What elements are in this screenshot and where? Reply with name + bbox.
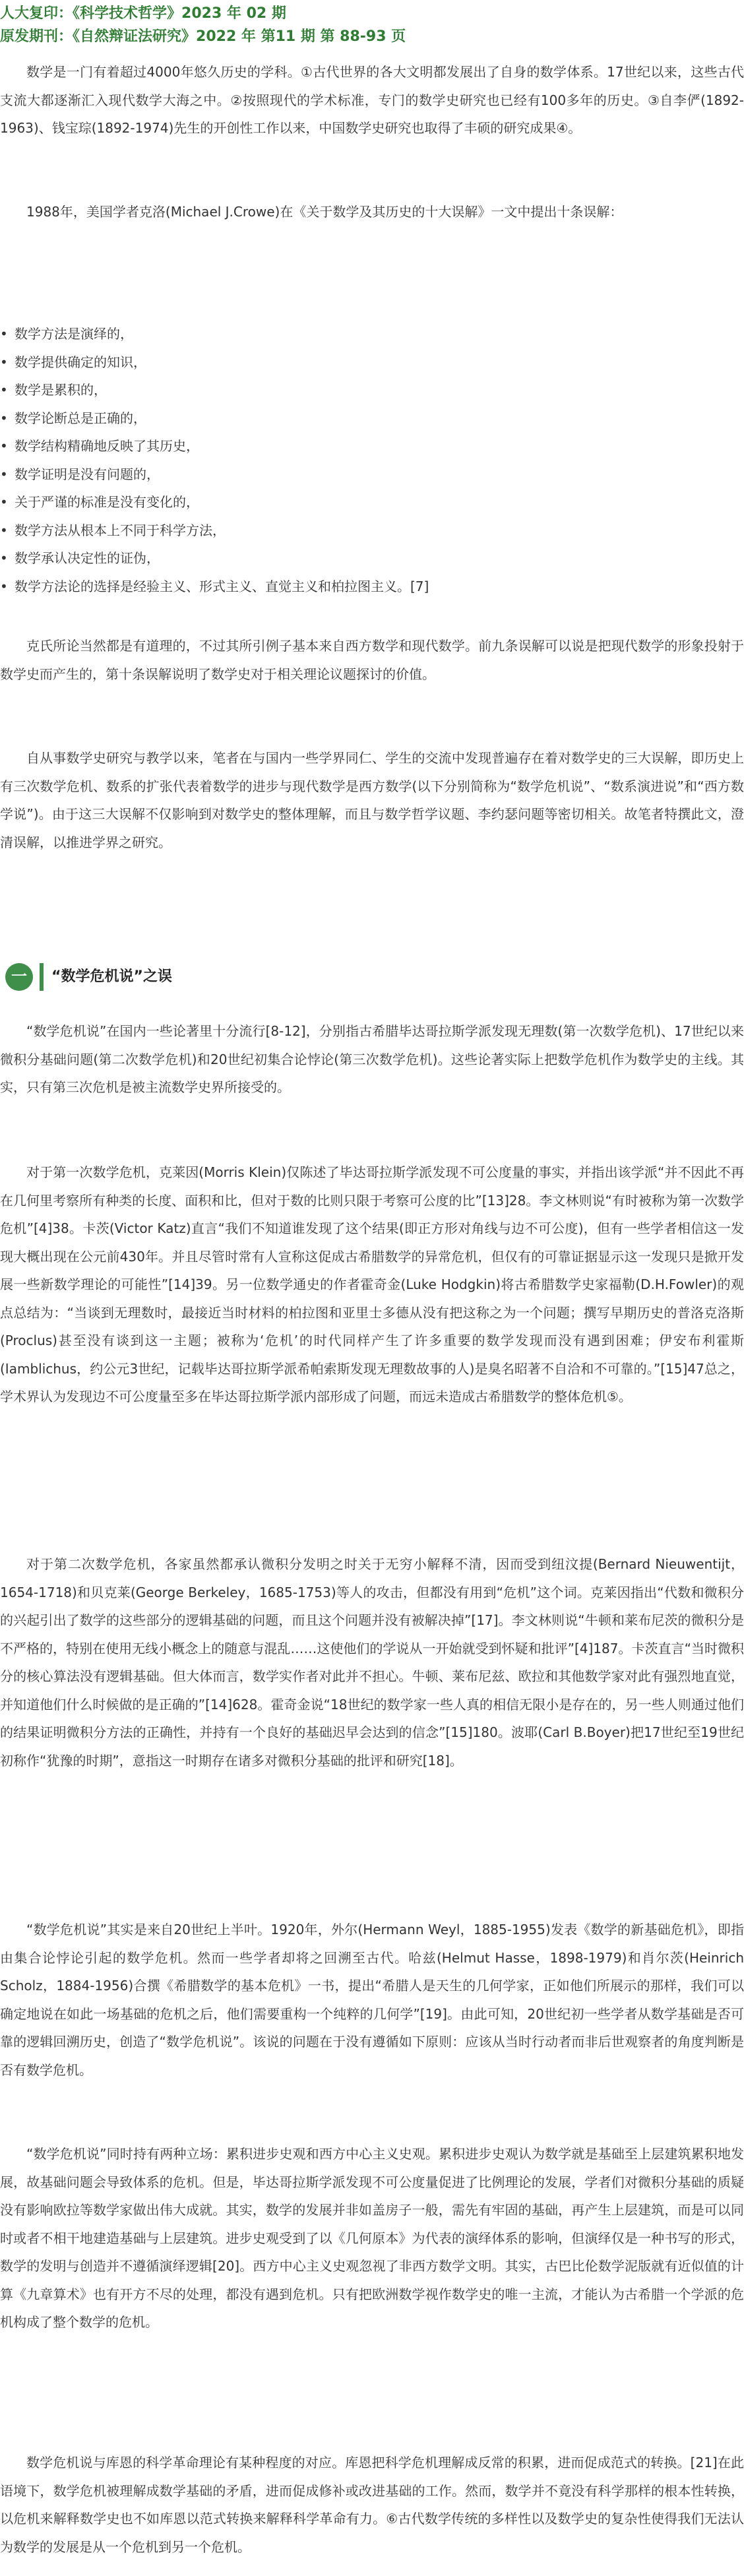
intro-paragraph: 数学是一门有着超过4000年悠久历史的学科。①古代世界的各大文明都发展出了自身的数学体系。17世纪以来，这些古代支流大都逐渐汇入现代数学大海之中。②按照现代的学术标准，专门的数学史研究也已经有100多年的历史。③自李俨(1892-1963)、钱宝琮(1892-1974)先生的开创性工作以来，中国数学史研究也取得了丰硕的研究成果④。 bbox=[0, 64, 744, 136]
stances-paragraph: “数学危机说”同时持有两种立场：累积进步史观和西方中心主义史观。累积进步史观认为数学就是基础至上层建筑累积地发展，故基础问题会导致体系的危机。但是，毕达哥拉斯学派发现不可公度量促进了比例理论的发展，学者们对微积分基础的质疑没有影响欧拉等数学家做出伟大成就。其实，数学的发展并非如盖房子一般，需先有牢固的基础，再产生上层建筑，而是可以同时或者不相干地建造基础与上层建筑。进步史观受到了以《几何原本》为代表的演绎体系的影响，但演绎仅是一种书写的形式，数学的发明与创造并不遵循演绎逻辑[20]。西方中心主义史观忽视了非西方数学文明。其实，古巴比伦数学泥版就有近似值的计算《九章算术》也有开方不尽的处理，都没有遇到危机。只有把欧洲数学视作数学史的唯一主流，才能认为古希腊一个学派的危机构成了整个数学的危机。 bbox=[0, 2146, 744, 2330]
origin-paragraph: “数学危机说”其实是来自20世纪上半叶。1920年，外尔(Hermann Weyl，1885-1955)发表《数学的新基础危机》，即指由集合论悖论引起的数学危机。然而一些学者却将之回溯至古代。哈兹(Helmut Hasse，1898-1979)和肖尔茨(Heinrich Scholz，1884-1956)合撰《希腊数学的基本危机》一书，提出“希腊人是天生的几何学家，正如他们所展示的那样，我们可以确定地说在如此一场基础的危机之后，他们需要重构一个纯粹的几何学”[19]。由此可知，20世纪初一些学者从数学基础是否可靠的逻辑回溯历史，创造了“数学危机说”。该说的问题在于没有遵循如下原则：应该从当时行动者而非后世观察者的角度判断是否有数学危机。 bbox=[0, 1922, 744, 2078]
reprint-value: 《科学技术哲学》2023 年 02 期 bbox=[73, 5, 286, 22]
original-source-line bbox=[0, 27, 406, 47]
kuhn-paragraph: 数学危机说与库恩的科学革命理论有某种程度的对应。库恩把科学危机理解成反常的积累，进而促成范式的转换。[21]在此语境下，数学危机被理解成数学基础的矛盾，进而促成修补或改进基础的工作。然而，数学并不竟没有科学那样的根本性转换，以危机来解释数学史也不如库恩以范式转换来解释科学革命有力。⑥古代数学传统的多样性以及数学史的复杂性使得我们无法认为数学的发展是从一个危机到另一个危机。 bbox=[0, 2455, 744, 2555]
list-item: • 数学承认决定性的证伪， bbox=[0, 544, 429, 573]
original-label: 原发期刊： bbox=[0, 28, 73, 45]
section-title: “数学危机说”之误 bbox=[51, 968, 172, 985]
crisis-intro-paragraph: “数学危机说”在国内一些论著里十分流行[8-12]，分别指古希腊毕达哥拉斯学派发现无理数(第一次数学危机)、17世纪以来微积分基础问题(第二次数学危机)和20世纪初集合论悖论(第三次数学危机)。这些论著实际上把数学危机作为数学史的主线。其实，只有第三次危机是被主流数学史界所接受的。 bbox=[0, 1023, 744, 1095]
section-number-badge: 一 bbox=[5, 963, 33, 991]
list-item: • 数学方法论的选择是经验主义、形式主义、直觉主义和柏拉图主义。[7] bbox=[0, 573, 429, 601]
crowe-paragraph: 1988年，美国学者克洛(Michael J.Crowe)在《关于数学及其历史的十大误解》一文中提出十条误解： bbox=[26, 204, 623, 220]
misconception-list bbox=[0, 320, 429, 600]
crowe-comment-paragraph: 克氏所论当然都是有道理的，不过其所引例子基本来自西方数学和现代数学。前九条误解可以说是把现代数学的形象投射于数学史而产生的，第十条误解说明了数学史对于相关理论议题探讨的价值。 bbox=[0, 638, 744, 682]
reprint-source-line bbox=[0, 4, 286, 24]
list-item: • 数学证明是没有问题的， bbox=[0, 460, 429, 489]
list-item: • 数学是累积的， bbox=[0, 376, 429, 404]
reprint-label: 人大复印： bbox=[0, 5, 73, 22]
section-heading bbox=[0, 957, 744, 996]
first-crisis-paragraph: 对于第一次数学危机，克莱因(Morris Klein)仅陈述了毕达哥拉斯学派发现不可公度量的事实，并指出该学派“并不因此不再在几何里考察所有种类的长度、面积和比，但对于数的比则只限于考察可公度的比”[13]28。李文林则说“有时被称为第一次数学危机”[4]38。卡茨(Victor Katz)直言“我们不知道谁发现了这个结果(即正方形对角线与边不可公度)，但有一些学者相信这一发现大概出现在公元前430年。并且尽管时常有人宣称这促成古希腊数学的异常危机，但仅有的可靠证据显示这一发现只是掀开发展一些新数学理论的可能性”[14]39。另一位数学通史的作者霍奇金(Luke Hodgkin)将古希腊数学史家福勒(D.H.Fowler)的观点总结为：“当谈到无理数时，最接近当时材料的柏拉图和亚里士多德从没有把这称之为一个问题；撰写早期历史的普洛克洛斯(Proclus)甚至没有谈到这一主题；被称为‘危机’的时代同样产生了许多重要的数学发现而没有遇到困难；伊安布利霍斯(Iamblichus，约公元3世纪，记载毕达哥拉斯学派希帕索斯发现无理数故事的人)是臭名昭著不自洽和不可靠的。”[15]47总之，学术界认为发现边不可公度量至多在毕达哥拉斯学派内部形成了问题，而远未造成古希腊数学的整体危机⑤。 bbox=[0, 1164, 744, 1404]
second-crisis-paragraph: 对于第二次数学危机，各家虽然都承认微积分发明之时关于无穷小解释不清，因而受到纽汶提(Bernard Nieuwentijt，1654-1718)和贝克莱(George Berkeley，1685-1753)等人的攻击，但都没有用到“危机”这个词。克莱因指出“代数和微积分的兴起引出了数学的这些部分的逻辑基础的问题，而且这个问题并没有被解决掉”[17]。李文林则说“牛顿和莱布尼茨的微积分是不严格的，特别在使用无线小概念上的随意与混乱……这使他们的学说从一开始就受到怀疑和批评”[4]187。卡茨直言“当时微积分的核心算法没有逻辑基础。但大体而言，数学实作者对此并不担心。牛顿、莱布尼兹、欧拉和其他数学家对此有强烈地直觉，并知道他们什么时候做的是正确的”[14]628。霍奇金说“18世纪的数学家一些人真的相信无限小是存在的，另一些人则通过他们的结果证明微积分方法的正确性，并持有一个良好的基础迟早会达到的信念”[15]180。波耶(Carl B.Boyer)把17世纪至19世纪初称作“犹豫的时期”，意指这一时期存在诸多对微积分基础的批评和研究[18]。 bbox=[0, 1556, 744, 1769]
list-item: • 数学提供确定的知识， bbox=[0, 348, 429, 377]
three-misconceptions-paragraph: 自从事数学史研究与教学以来，笔者在与国内一些学界同仁、学生的交流中发现普遍存在着对数学史的三大误解，即历史上有三次数学危机、数系的扩张代表着数学的进步与现代数学是西方数学(以下分别简称为“数学危机说”、“数系演进说”和“西方数学说”)。由于这三大误解不仅影响到对数学史的整体理解，而且与数学哲学议题、李约瑟问题等密切相关。故笔者特撰此文，澄清误解，以推进学界之研究。 bbox=[0, 750, 744, 850]
list-item: • 数学方法是演绎的， bbox=[0, 320, 429, 348]
list-item: • 关于严谨的标准是没有变化的， bbox=[0, 488, 429, 517]
original-value: 《自然辩证法研究》2022 年 第11 期 第 88-93 页 bbox=[73, 28, 406, 45]
list-item: • 数学结构精确地反映了其历史， bbox=[0, 432, 429, 460]
list-item: • 数学方法从根本上不同于科学方法， bbox=[0, 517, 429, 545]
list-item: • 数学论断总是正确的， bbox=[0, 404, 429, 433]
section-accent-bar bbox=[40, 963, 44, 991]
